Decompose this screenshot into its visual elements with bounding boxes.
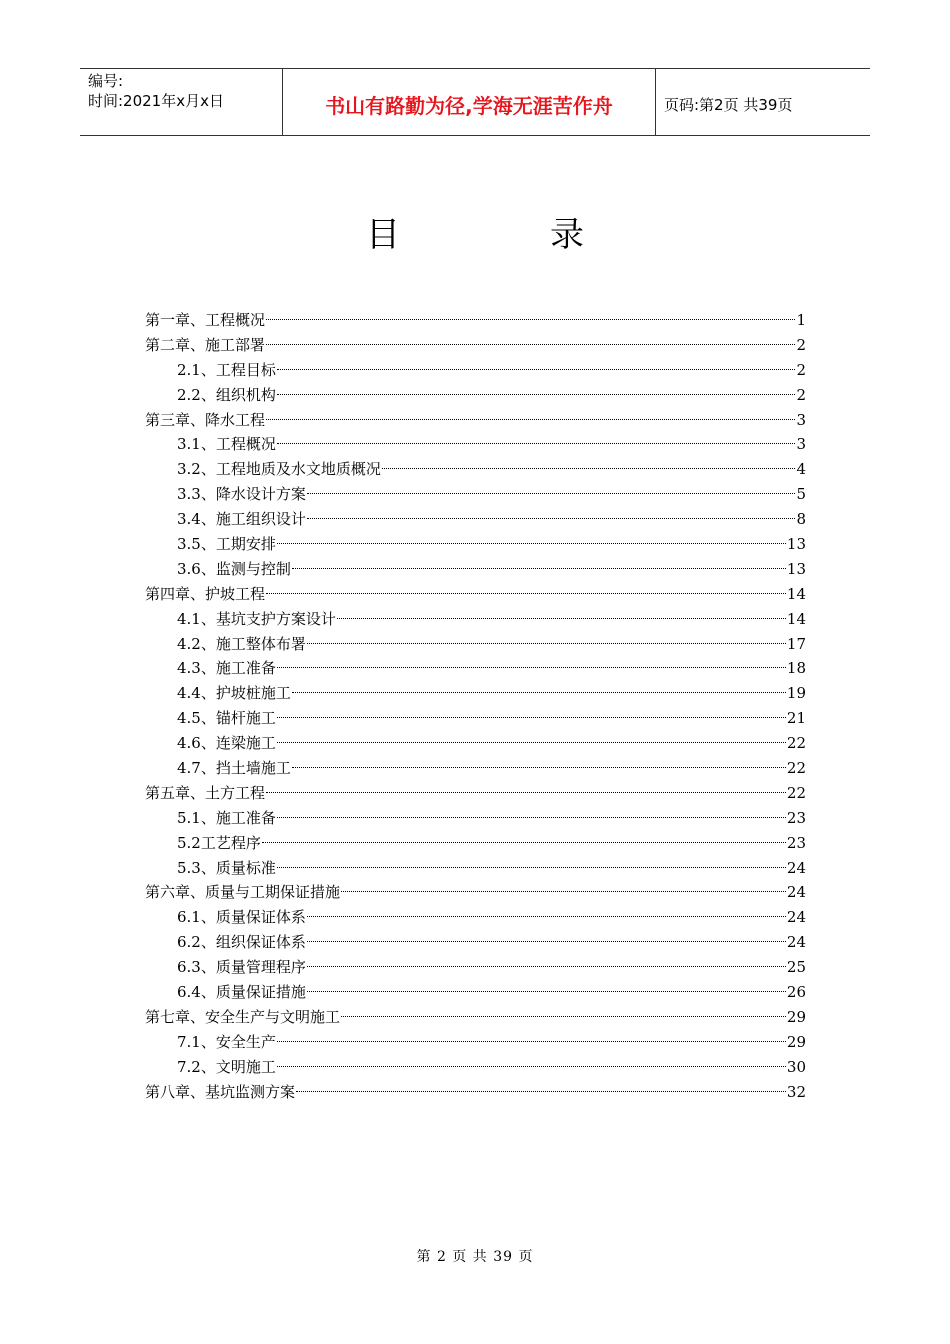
toc-entry[interactable] [145, 880, 806, 905]
toc-entry[interactable] [145, 1005, 806, 1030]
toc-entry[interactable] [145, 308, 806, 333]
toc-entry-page: 3 [796, 435, 806, 454]
toc-entry[interactable] [145, 408, 806, 433]
toc-entry-label: 3.6、监测与控制 [177, 559, 291, 578]
toc-entry-page: 18 [786, 659, 806, 678]
toc-entry-label: 6.2、组织保证体系 [177, 933, 306, 952]
toc-leader-dots [307, 493, 796, 494]
toc-entry-page: 30 [786, 1057, 806, 1076]
toc-leader-dots [307, 991, 786, 992]
toc-entry-page: 2 [796, 385, 806, 404]
toc-entry-page: 13 [786, 559, 806, 578]
document-date-label: 时间:2021年x月x日 [88, 92, 224, 110]
toc-entry[interactable] [145, 632, 806, 657]
document-number-label: 编号: [88, 72, 124, 90]
toc-entry-page: 1 [796, 311, 806, 329]
toc-leader-dots [277, 817, 786, 818]
toc-entry[interactable] [145, 955, 806, 980]
toc-entry-page: 4 [796, 460, 806, 479]
toc-entry[interactable] [145, 706, 806, 731]
header-motto: 书山有路勤为径,学海无涯苦作舟 [325, 93, 613, 118]
toc-entry[interactable] [145, 831, 806, 856]
toc-entry-page: 25 [786, 958, 806, 977]
toc-entry-label: 3.5、工期安排 [177, 535, 276, 554]
toc-entry-label: 第六章、质量与工期保证措施 [145, 883, 341, 902]
toc-entry-label: 2.1、工程目标 [177, 360, 276, 379]
toc-entry-page: 24 [786, 908, 806, 927]
toc-entry-page: 22 [786, 734, 806, 753]
page-header [80, 68, 870, 136]
toc-entry-page: 8 [796, 510, 806, 529]
toc-entry[interactable] [145, 806, 806, 831]
toc-entry-page: 14 [786, 609, 806, 628]
title-char-1: 目 [366, 215, 400, 255]
toc-leader-dots [277, 394, 796, 395]
toc-entry-label: 第四章、护坡工程 [145, 584, 266, 603]
toc-leader-dots [266, 419, 795, 420]
toc-leader-dots [341, 1016, 786, 1017]
toc-entry-page: 23 [786, 808, 806, 827]
toc-entry-label: 3.1、工程概况 [177, 435, 276, 454]
toc-entry[interactable] [145, 1030, 806, 1055]
toc-entry-label: 6.3、质量管理程序 [177, 958, 306, 977]
toc-entry-page: 2 [796, 360, 806, 379]
toc-entry-page: 3 [796, 410, 806, 429]
header-page-cell [656, 69, 870, 135]
toc-entry-page: 32 [786, 1082, 806, 1101]
toc-entry-label: 3.2、工程地质及水文地质概况 [177, 460, 381, 479]
toc-entry-label: 4.4、护坡桩施工 [177, 684, 291, 703]
toc-leader-dots [277, 1041, 786, 1042]
toc-leader-dots [266, 319, 795, 320]
toc-entry[interactable] [145, 432, 806, 457]
toc-entry-page: 19 [786, 684, 806, 703]
toc-leader-dots [266, 792, 786, 793]
toc-leader-dots [277, 369, 796, 370]
toc-entry[interactable] [145, 731, 806, 756]
toc-entry[interactable] [145, 557, 806, 582]
toc-leader-dots [382, 468, 796, 469]
toc-entry-label: 4.3、施工准备 [177, 659, 276, 678]
page-title [0, 212, 950, 258]
toc-entry-label: 7.1、安全生产 [177, 1032, 276, 1051]
toc-leader-dots [277, 543, 786, 544]
toc-leader-dots [262, 842, 786, 843]
toc-entry-page: 17 [786, 634, 806, 653]
toc-leader-dots [277, 717, 786, 718]
toc-entry-label: 4.2、施工整体布署 [177, 634, 306, 653]
toc-leader-dots [307, 518, 796, 519]
toc-leader-dots [277, 867, 786, 868]
toc-leader-dots [307, 941, 786, 942]
toc-entry-label: 第三章、降水工程 [145, 410, 266, 429]
toc-leader-dots [292, 568, 786, 569]
toc-entry-label: 6.4、质量保证措施 [177, 983, 306, 1002]
page-footer: 第 2 页 共 39 页 [416, 1249, 534, 1265]
toc-entry-page: 24 [786, 858, 806, 877]
toc-entry-page: 24 [786, 883, 806, 902]
toc-entry[interactable] [145, 457, 806, 482]
toc-entry-label: 3.3、降水设计方案 [177, 485, 306, 504]
toc-entry-page: 23 [786, 833, 806, 852]
toc-entry[interactable] [145, 607, 806, 632]
toc-leader-dots [292, 692, 786, 693]
toc-leader-dots [307, 966, 786, 967]
toc-entry[interactable] [145, 756, 806, 781]
toc-entry-label: 第五章、土方工程 [145, 783, 266, 802]
toc-entry-label: 2.2、组织机构 [177, 385, 276, 404]
toc-leader-dots [277, 742, 786, 743]
toc-entry-page: 26 [786, 983, 806, 1002]
toc-leader-dots [341, 891, 786, 892]
toc-entry-label: 4.6、连梁施工 [177, 734, 276, 753]
toc-leader-dots [266, 593, 786, 594]
toc-entry-page: 29 [786, 1007, 806, 1026]
toc-entry-page: 29 [786, 1032, 806, 1051]
toc-entry-label: 第一章、工程概况 [145, 311, 266, 329]
toc-leader-dots [277, 443, 796, 444]
toc-entry-label: 第七章、安全生产与文明施工 [145, 1007, 341, 1026]
toc-entry[interactable] [145, 905, 806, 930]
toc-entry[interactable] [145, 532, 806, 557]
toc-entry-label: 6.1、质量保证体系 [177, 908, 306, 927]
toc-leader-dots [296, 1091, 786, 1092]
toc-leader-dots [266, 344, 795, 345]
toc-entry-page: 22 [786, 759, 806, 778]
toc-entry-label: 4.5、锚杆施工 [177, 709, 276, 728]
toc-leader-dots [292, 767, 786, 768]
toc-entry[interactable] [145, 856, 806, 881]
toc-entry[interactable] [145, 383, 806, 408]
toc-entry[interactable] [145, 781, 806, 806]
title-char-2: 录 [550, 215, 584, 255]
toc-entry-label: 第八章、基坑监测方案 [145, 1082, 296, 1101]
toc-entry-label: 第二章、施工部署 [145, 335, 266, 354]
toc-entry[interactable] [145, 582, 806, 607]
table-of-contents [145, 308, 806, 1105]
toc-entry-page: 5 [796, 485, 806, 504]
toc-entry-label: 7.2、文明施工 [177, 1057, 276, 1076]
toc-leader-dots [277, 1066, 786, 1067]
toc-entry[interactable] [145, 930, 806, 955]
toc-entry-page: 14 [786, 584, 806, 603]
toc-entry-page: 21 [786, 709, 806, 728]
toc-entry[interactable] [145, 482, 806, 507]
toc-entry-label: 4.7、挡土墙施工 [177, 759, 291, 778]
toc-entry[interactable] [145, 507, 806, 532]
toc-entry-page: 2 [796, 335, 806, 354]
toc-entry-page: 22 [786, 783, 806, 802]
toc-entry-label: 5.2工艺程序 [177, 833, 261, 852]
toc-entry[interactable] [145, 333, 806, 358]
toc-entry-label: 4.1、基坑支护方案设计 [177, 609, 336, 628]
toc-entry[interactable] [145, 1055, 806, 1080]
toc-entry[interactable] [145, 1080, 806, 1105]
header-meta [80, 69, 282, 135]
toc-entry-label: 5.3、质量标准 [177, 858, 276, 877]
header-motto-cell [282, 69, 656, 135]
toc-entry[interactable] [145, 656, 806, 681]
toc-entry[interactable] [145, 980, 806, 1005]
toc-leader-dots [307, 916, 786, 917]
toc-entry-page: 24 [786, 933, 806, 952]
toc-entry-label: 5.1、施工准备 [177, 808, 276, 827]
toc-leader-dots [277, 667, 786, 668]
toc-entry-label: 3.4、施工组织设计 [177, 510, 306, 529]
header-page-label: 页码:第2页 共39页 [664, 95, 793, 114]
toc-entry[interactable] [145, 358, 806, 383]
toc-entry-page: 13 [786, 535, 806, 554]
toc-leader-dots [337, 618, 786, 619]
toc-entry[interactable] [145, 681, 806, 706]
toc-leader-dots [307, 643, 786, 644]
